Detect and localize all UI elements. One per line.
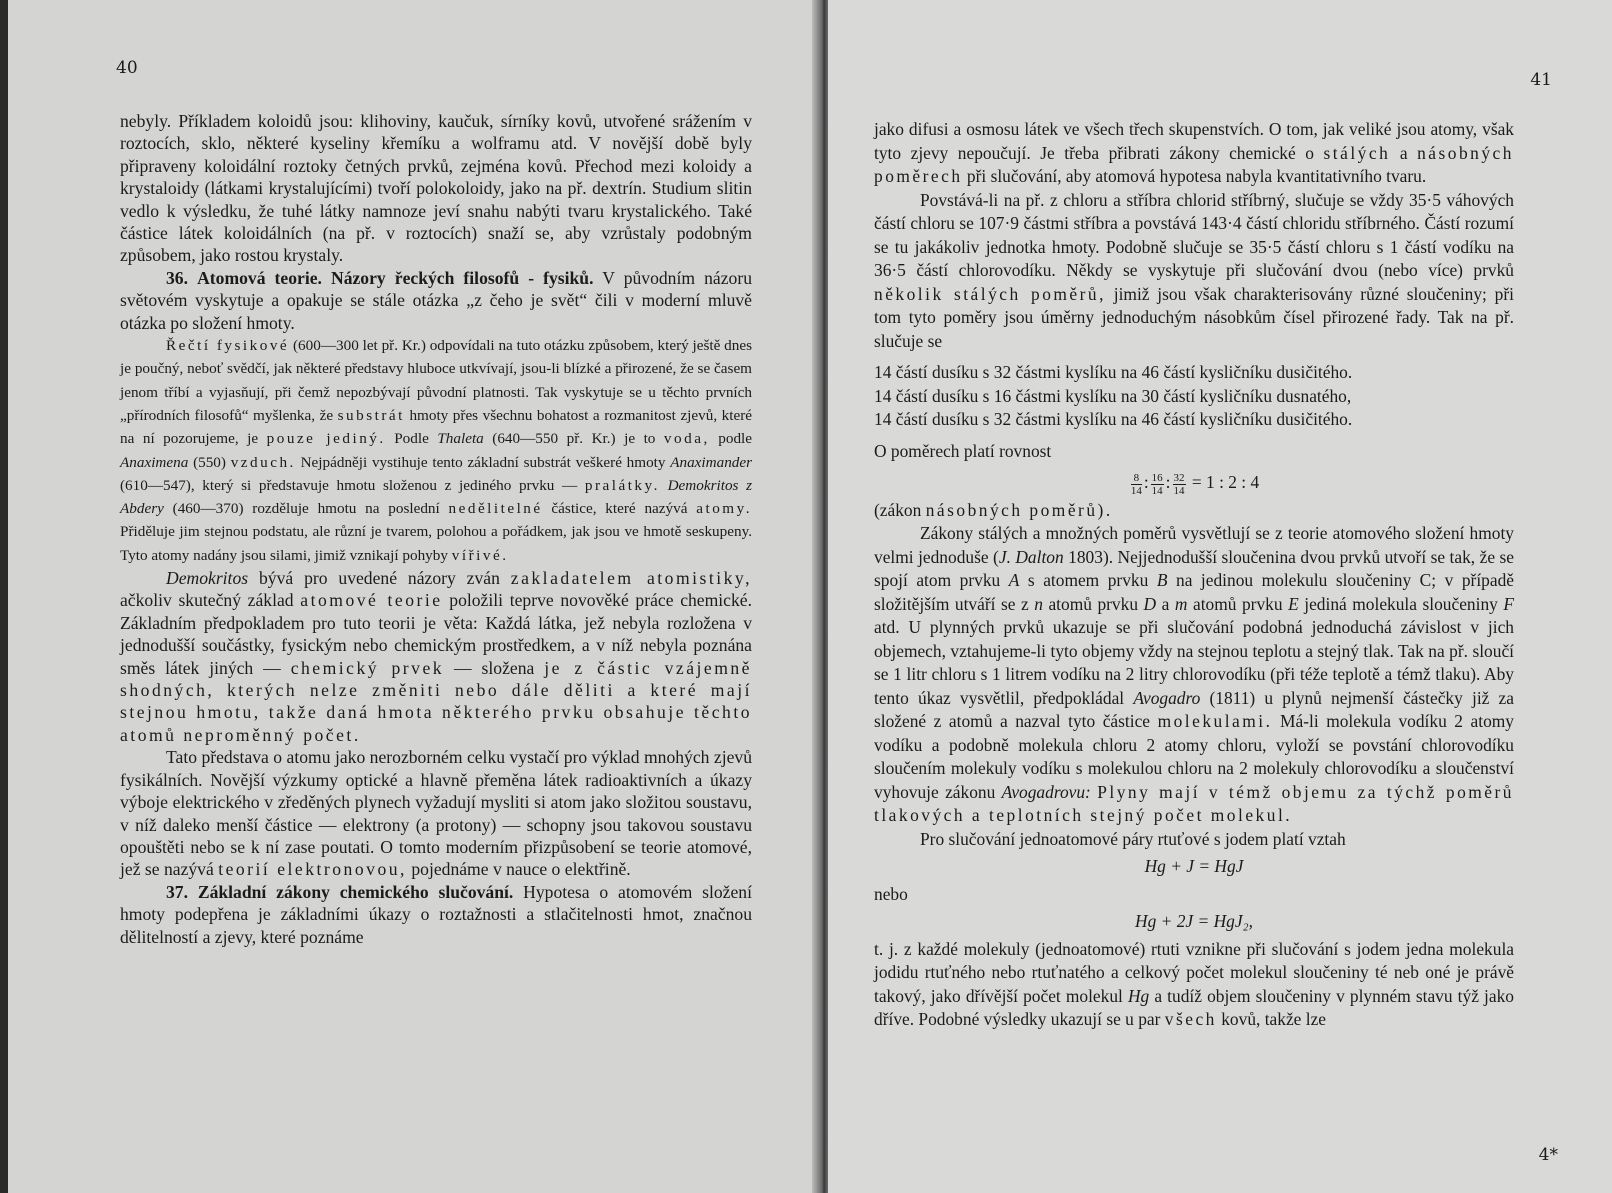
paragraph-koloidy: nebyly. Příkladem koloidů jsou: klihoviny, kaučuk, sírníky kovů, utvořené srážením v roztocích, sklo, některé kyseliny křemíku a wolframu atd. V novější době byly připraveny koloidální roztoky četných prvků, zejména kovů. Přechod mezi koloidy a krystaloidy (látkami krystalujícími) tvoří polokoloidy, jako na př. dextrín. Studium slitin vedlo k výsledku, že tuhé látky namnoze jeví snahu nabýti tvaru krystalického. Také částice látek koloidálních (na př. v roztocích) snaží se, aby vzrůstaly podobným způsobem, jako rostou krystaly. bbox=[120, 111, 752, 266]
fraction-3: $\frac{32}{14}$ bbox=[1173, 471, 1185, 497]
paragraph-rtut: Pro slučování jednoatomové páry rtuťové s jodem platí vztah bbox=[920, 828, 1346, 849]
section-36 bbox=[120, 267, 752, 334]
right-page bbox=[828, 0, 1612, 1193]
section-37-text: Hypotesa o atomovém složení hmoty podepřena je základními úkazy o roztažnosti a stlačitelnosti hmot, značnou dělitelností a zjevy, které poznáme bbox=[120, 881, 752, 947]
left-page-number: 40 bbox=[116, 58, 138, 78]
left-page bbox=[8, 0, 820, 1193]
paragraph-chlorid: Povstává-li na př. z chloru a stříbra chlorid stříbrný, slučuje se vždy 35·5 váhových částí chloru se 107·9 částmi stříbra a povstává 143·4 částí chloridu stříbrného. Částí rozumí se tu jakákoliv jednotka hmoty. Podobně slučuje se 35·5 částí chloru s 1 částí vodíku na 36·5 částí chlorovodíku. Někdy se vyskytuje při slučování dvou (nebo více) prvků několik stálých poměrů, jimiž jsou však charakterisovány různé sloučeniny; při tom tyto poměry jsou úměrny jednoduchým násobkům čísel přirozené řady. Tak na př. slučuje se bbox=[874, 189, 1514, 351]
paragraph-molekuly: t. j. z každé molekuly (jednoatomové) rtuti vznikne při slučování s jodem jedna molekula jodidu rtuťného nebo rtuťnatého a celkový počet molekul sloučeniny té neb oné je právě takový, jako dřívější počet molekul Hg a tudíž objem sloučeniny v plynném stavu týž jako dříve. Podobné výsledky ukazují se u par všech kovů, takže lze bbox=[874, 938, 1514, 1029]
paragraph-dalton: Zákony stálých a množných poměrů vysvětlují se z teorie atomového složení hmoty velmi jednoduše (J. Dalton 1803). Nejjednodušší sloučenina dvou prvků utvoří se tak, že se spojí atom prvku A s atomem prvku B na jedinou molekulu sloučeniny C; v případě složitějším utváří se z n atomů prvku D a m atomů prvku E jediná molekula sloučeniny F atd. U plynných prvků ukazuje se při slučování podobná jednoduchá závislost v jich objemech, vztahujeme-li tyto objemy vždy na stejnou teplotu a stejný tlak. Tak na př. sloučí se 1 litr chloru s 1 litrem vodíku na 2 litry chlorovodíku (při téže teplotě a témž tlaku). Aby tento úkaz vysvětlil, předpokládal Avogadro (1811) u plynů nejmenší částečky již za složené z atomů a nazval tyto částice molekulami. Má-li molekula vodíku 2 atomy vodíku a podobně molekula chloru 2 atomy chloru, vyloží se povstání chlorovodíku sloučením molekuly vodíku s molekulou chloru na 2 molekuly chlorovodíku a sloučenství vyhovuje zákonu Avogadrovu: Plyny mají v témž objemu za týchž poměrů tlakových a teplotních stejný počet molekul. bbox=[874, 523, 1514, 825]
nitrogen-oxide-list bbox=[874, 361, 1514, 432]
section-36-number: 36. bbox=[166, 267, 188, 288]
paragraph-elektrony: Tato představa o atomu jako nerozborném celku vystačí pro výklad mnohých zjevů fysikálních. Novější výzkumy optické a hlavně přeměna látek radioaktivních a úkazy výboje elektrického v zředěných plynech vyžadují mysliti si atom jako složitou soustavu, v níž daleko menší částice — elektrony (a protony) — schopny jsou takovou soustavu opouštěti nebo se k ní zase poutati. O tomto moderním přizpůsobení se teorie atomové, jež se nazývá teorií elektronovou, pojednáme v nauce o elektřině. bbox=[120, 747, 752, 880]
section-36-title: Atomová teorie. Názory řeckých filosofů - fysiků. bbox=[197, 267, 594, 288]
section-37 bbox=[120, 881, 752, 948]
nebo-label: nebo bbox=[874, 883, 908, 904]
section-37-number: 37. bbox=[166, 881, 188, 902]
rovnost-label: O poměrech platí rovnost bbox=[874, 440, 1052, 461]
right-page-number: 41 bbox=[1530, 70, 1552, 90]
signature-mark: 4* bbox=[1538, 1145, 1558, 1165]
section-36-text: V původním názoru světovém vyskytuje a opakuje se stále otázka „z čeho je svět“ čili v moderní mluvě otázka po složení hmoty. bbox=[120, 267, 752, 333]
left-page-text bbox=[120, 110, 752, 948]
ratio-equation: $\frac{8}{14}$ : $\frac{16}{14}$ : $\frac{32}{14}$ = 1 : 2 : 4 bbox=[1130, 471, 1260, 497]
list-item: 14 částí dusíku s 32 částmi kyslíku na 46 částí kysličníku dusičitého. bbox=[874, 409, 1353, 429]
small-print-paragraph: Řečtí fysikové (600—300 let př. Kr.) odpovídali na tuto otázku způsobem, který ještě dnes je poučný, neboť svědčí, jak některé představy hluboce utkvívají, jsou-li blízké a přirozené, že se časem jenom tříbí a vyjasňují, při čemž nepozbývají původní platnosti. Tak vyskytuje se u těchto prvních „přírodních filosofů“ myšlenka, že substrát hmoty přes všechnu bohatost a rozmanitost zjevů, které na ní pozorujeme, je pouze jediný. Podle Thaleta (640—550 př. Kr.) je to voda, podle Anaximena (550) vzduch. Nejpádněji vystihuje tento základní substrát veškeré hmoty Anaximander (610—547), který si představuje hmotu složenou z jediného prvku — pralátky. Demokritos z Abdery (460—370) rozděluje hmotu na poslední nedělitelné částice, které nazývá atomy. Přiděluje jim stejnou podstatu, ale různí je tvarem, polohou a pořádkem, jak jsou ve hmotě seskupeny. Tyto atomy nadány jsou silami, jimiž vznikají pohyby vířivé. bbox=[120, 337, 753, 564]
formula-hgj: Hg + J = HgJ bbox=[1144, 856, 1244, 876]
list-item: 14 částí dusíku s 16 částmi kyslíku na 30 částí kysličníku dusnatého, bbox=[874, 385, 1352, 406]
formula-hgj2: Hg + 2J = HgJ₂, bbox=[1135, 911, 1253, 931]
paragraph-demokritos: Demokritos bývá pro uvedené názory zván zakladatelem atomistiky, ačkoliv skutečný základ atomové teorie položili teprve novověké práce chemické. Základním předpokladem pro tuto teorii je věta: Každá látka, jež nebyla rozložena v jednodušší součástky, fysickým nebo chemickým prostředkem, a v níž nebyla poznána směs látek jiných — chemický prvek — složena je z částic vzájemně shodných, kterých nelze změniti nebo dále děliti a které mají stejnou hmotu, takže daná hmota některého prvku obsahuje těchto atomů neproměnný počet. bbox=[120, 568, 752, 745]
fraction-2: $\frac{16}{14}$ bbox=[1151, 471, 1163, 497]
zakon-label: (zákon násobných poměrů). bbox=[874, 499, 1113, 520]
ratio-result: = 1 : 2 : 4 bbox=[1191, 472, 1260, 492]
list-item: 14 částí dusíku s 32 částmi kyslíku na 46 částí kysličníku dusičitého. bbox=[874, 362, 1353, 382]
right-page-text bbox=[874, 118, 1514, 1032]
fraction-1: $\frac{8}{14}$ bbox=[1130, 471, 1142, 497]
paragraph-difuse: jako difusi a osmosu látek ve všech třech skupenstvích. O tom, jak veliké jsou atomy, však tyto zjevy nepoučují. Je třeba přibrati zákony chemické o stálých a násobných poměrech při slučování, aby atomová hypotesa nabyla kvantitativního tvaru. bbox=[874, 119, 1514, 186]
section-37-title: Základní zákony chemického slučování. bbox=[197, 881, 514, 902]
